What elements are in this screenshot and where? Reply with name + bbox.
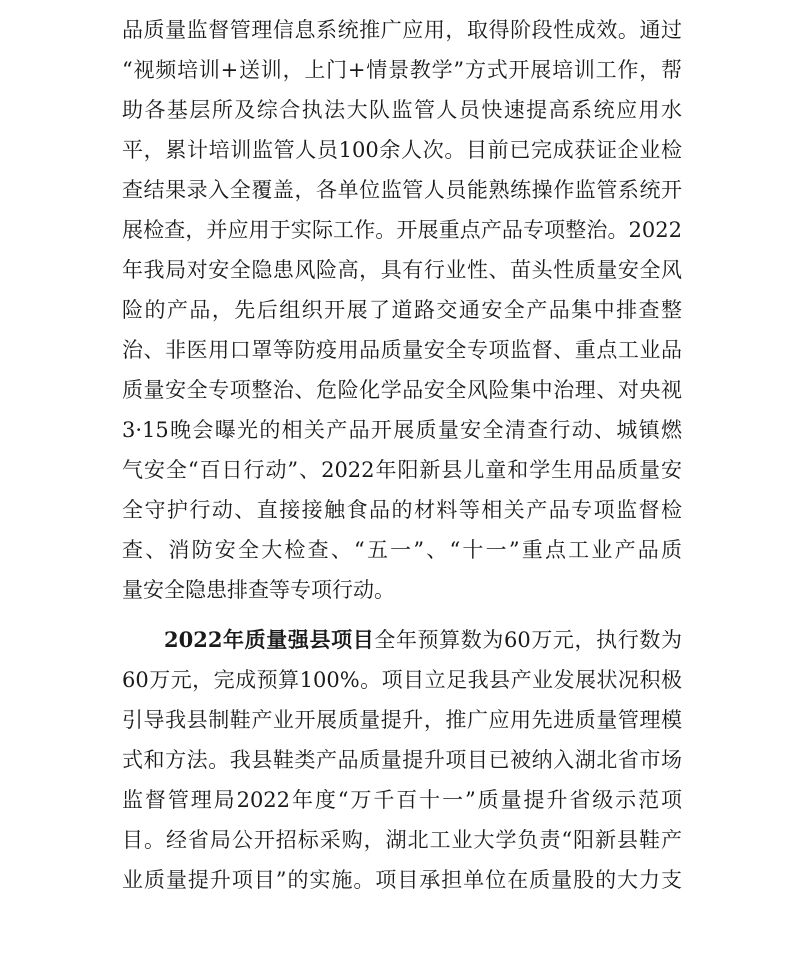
- paragraph-1-line-2: “视频培训+送训，上门+情景教学”方式开展培训工作，帮: [122, 58, 682, 82]
- paragraph-2-line-5: 监督管理局2022年度“万千百十一”质量提升省级示范项: [122, 788, 682, 812]
- paragraph-1-line-6: 展检查，并应用于实际工作。开展重点产品专项整治。2022: [122, 218, 682, 242]
- paragraph-2-line-3: 引导我县制鞋产业开展质量提升，推广应用先进质量管理模: [122, 708, 682, 732]
- paragraph-1-line-8: 险的产品，先后组织开展了道路交通安全产品集中排查整: [122, 298, 682, 322]
- paragraph-1-line-7: 年我局对安全隐患风险高，具有行业性、苗头性质量安全风: [122, 258, 682, 282]
- paragraph-2-line-6: 目。经省局公开招标采购，湖北工业大学负责“阳新县鞋产: [122, 828, 682, 852]
- paragraph-1-line-1: 品质量监督管理信息系统推广应用，取得阶段性成效。通过: [122, 18, 682, 42]
- paragraph-1-line-5: 查结果录入全覆盖，各单位监管人员能熟练操作监管系统开: [122, 178, 682, 202]
- paragraph-1-line-4: 平，累计培训监管人员100余人次。目前已完成获证企业检: [122, 138, 682, 162]
- paragraph-2-line-1: [164, 620, 682, 660]
- paragraph-2-line-7: 业质量提升项目”的实施。项目承担单位在质量股的大力支: [122, 868, 682, 892]
- paragraph-1-line-11: 3·15晚会曝光的相关产品开展质量安全清查行动、城镇燃: [122, 418, 682, 442]
- paragraph-1-line-13: 全守护行动、直接接触食品的材料等相关产品专项监督检: [122, 498, 682, 522]
- paragraph-1-line-10: 质量安全专项整治、危险化学品安全风险集中治理、对央视: [122, 378, 682, 402]
- paragraph-1-line-15: 量安全隐患排查等专项行动。: [122, 578, 395, 602]
- paragraph-2-line-2: 60万元，完成预算100%。项目立足我县产业发展状况积极: [122, 668, 682, 692]
- paragraph-1-line-14: 查、消防安全大检查、“五一”、“十一”重点工业产品质: [122, 538, 682, 562]
- paragraph-1-line-9: 治、非医用口罩等防疫用品质量安全专项监督、重点工业品: [122, 338, 682, 362]
- paragraph-2-line-4: 式和方法。我县鞋类产品质量提升项目已被纳入湖北省市场: [122, 748, 682, 772]
- paragraph-2-heading: 2022年质量强县项目: [164, 627, 375, 652]
- paragraph-1-line-12: 气安全“百日行动”、2022年阳新县儿童和学生用品质量安: [122, 458, 682, 482]
- paragraph-1-line-3: 助各基层所及综合执法大队监管人员快速提高系统应用水: [122, 98, 682, 122]
- paragraph-2-line-1-text: 全年预算数为60万元，执行数为: [374, 628, 682, 652]
